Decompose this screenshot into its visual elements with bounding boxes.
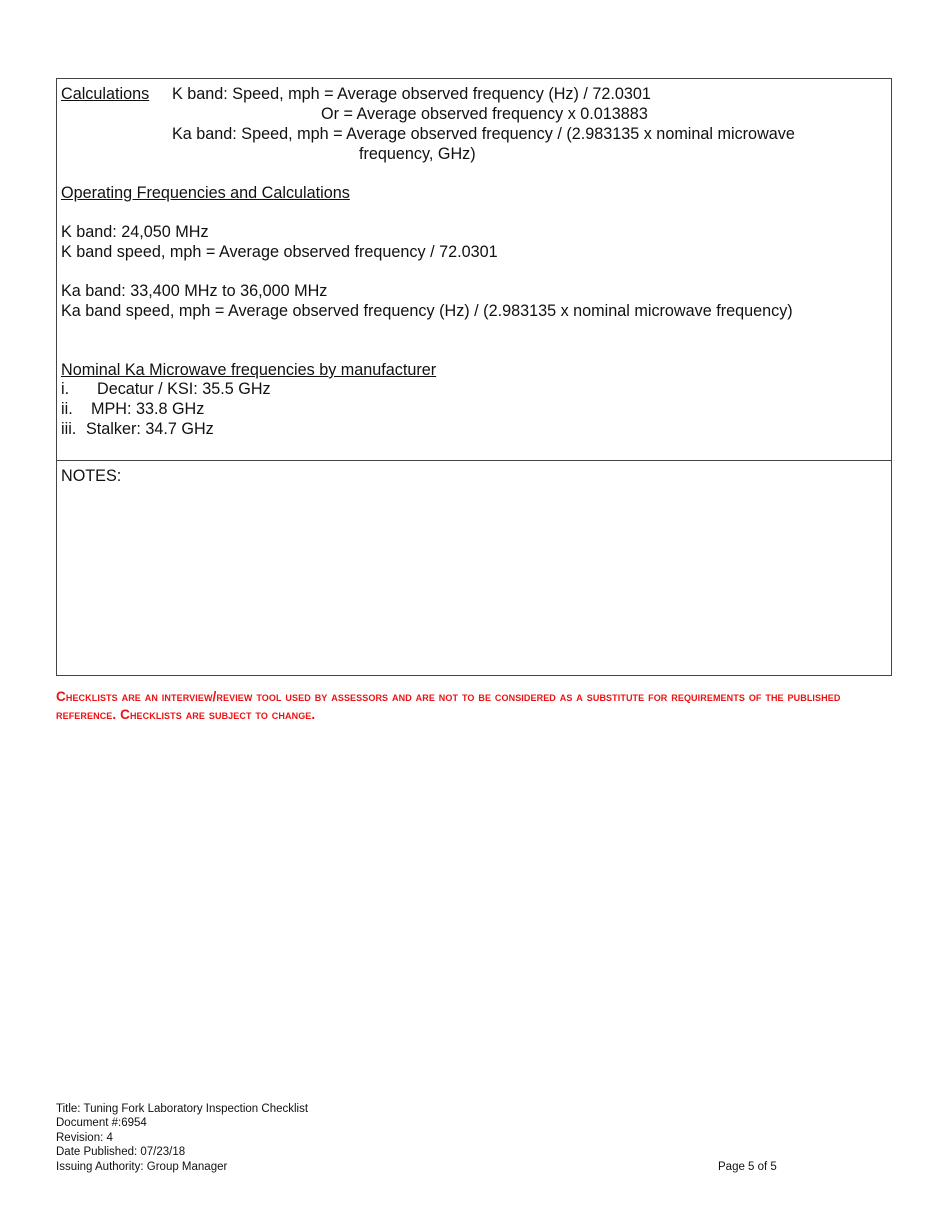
- list-item-marker: iii.: [61, 420, 77, 438]
- k-band-speed-formula: K band speed, mph = Average observed frequency / 72.0301: [61, 243, 498, 261]
- list-item-marker: i.: [61, 380, 70, 398]
- list-item: MPH: 33.8 GHz: [91, 400, 205, 418]
- k-band-calculation-alt: Or = Average observed frequency x 0.013883: [321, 105, 648, 123]
- list-item-marker: ii.: [61, 400, 73, 418]
- footer-revision: Revision: 4: [56, 1131, 113, 1144]
- document-footer: [56, 1102, 308, 1174]
- footer-document-number: Document #:6954: [56, 1117, 147, 1130]
- ka-band-frequency: Ka band: 33,400 MHz to 36,000 MHz: [61, 282, 328, 300]
- k-band-frequency: K band: 24,050 MHz: [61, 223, 209, 241]
- page-number: Page 5 of 5: [718, 1161, 777, 1173]
- footer-issuing-authority: Issuing Authority: Group Manager: [56, 1160, 228, 1173]
- notes-section: [56, 460, 892, 676]
- list-item: Stalker: 34.7 GHz: [86, 420, 214, 438]
- footer-title: Title: Tuning Fork Laboratory Inspection Checklist: [56, 1103, 309, 1115]
- ka-band-calculation-cont: frequency, GHz): [359, 145, 476, 163]
- notes-label: NOTES:: [61, 467, 122, 485]
- operating-frequencies-heading: Operating Frequencies and Calculations: [61, 184, 350, 202]
- ka-band-calculation: Ka band: Speed, mph = Average observed frequency / (2.983135 x nominal microwave: [172, 125, 795, 143]
- calculations-label: Calculations: [61, 85, 150, 103]
- list-item: Decatur / KSI: 35.5 GHz: [97, 380, 271, 398]
- ka-band-speed-formula: Ka band speed, mph = Average observed frequency (Hz) / (2.983135 x nominal microwave frequency): [61, 302, 793, 320]
- disclaimer-text: Checklists are an interview/review tool used by assessors and are not to be considered as a substitute for requirements of the published reference. Checklists are subject to change.: [56, 689, 841, 722]
- calculations-section: [56, 78, 892, 461]
- footer-date-published: Date Published: 07/23/18: [56, 1146, 186, 1159]
- manufacturer-frequencies-heading: Nominal Ka Microwave frequencies by manufacturer: [61, 361, 437, 379]
- k-band-calculation: K band: Speed, mph = Average observed frequency (Hz) / 72.0301: [172, 85, 651, 103]
